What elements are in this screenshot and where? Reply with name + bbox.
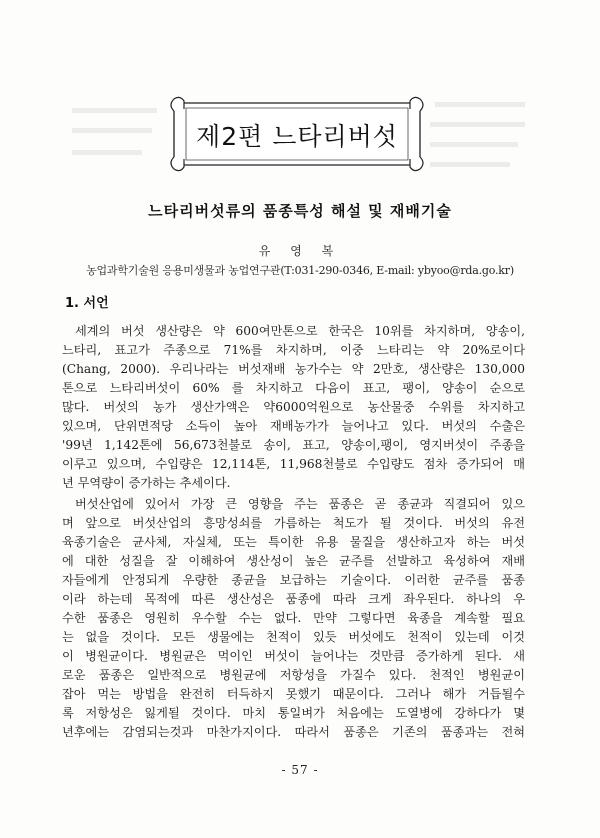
body-line: 며 앞으로 버섯산업의 흥망성쇠를 가름하는 척도가 될 것이다. 버섯의 유전 bbox=[62, 516, 525, 530]
body-line: 에 대한 성질을 잘 이해하여 생산성이 높은 균주를 선발하고 육성하여 재배 bbox=[62, 554, 525, 568]
body-line: 이 병원균이다. 병원균은 먹이인 버섯이 늘어나는 것만큼 증가하게 된다. 새 bbox=[62, 649, 525, 663]
body-line: 이루고 있으며, 수입량은 12,114톤, 11,968천불로 수입량도 점차 증가되어 매 bbox=[62, 457, 525, 471]
body-line: (Chang, 2000). 우리나라는 버섯재배 농가수는 약 2만호, 생산량은 130,000 bbox=[62, 362, 525, 376]
bleed-through-mark bbox=[72, 128, 152, 133]
body-line: 버섯산업에 있어서 가장 큰 영향을 주는 품종은 곧 종균과 직결되어 있으 bbox=[75, 497, 525, 511]
body-line: 록 저항성은 잃게될 것이다. 마치 통일벼가 처음에는 도열병에 강하다가 몇 bbox=[62, 706, 525, 720]
bleed-through-mark bbox=[430, 122, 525, 127]
bleed-through-mark bbox=[72, 150, 142, 155]
body-line: 있으며, 단위면적당 소득이 높아 재배농가가 늘어나고 있다. 버섯의 수출은 bbox=[62, 419, 525, 433]
bleed-through-mark bbox=[430, 162, 510, 167]
body-line: 자들에게 안정되게 우량한 종균을 보급하는 기술이다. 이러한 균주를 품종 bbox=[62, 573, 525, 587]
author-affiliation: 농업과학기술원 응용미생물과 농업연구관(T:031-290-0346, E-mail: ybyoo@rda.go.kr) bbox=[86, 264, 514, 277]
body-line: 수한 품종은 영원히 우수할 수는 없다. 만약 그렇다면 육종을 계속할 필요 bbox=[62, 611, 525, 625]
bleed-through-mark bbox=[435, 102, 525, 107]
body-line: 로운 품종은 일반적으로 병원균에 저항성을 가질수 있다. 천적인 병원균이 bbox=[62, 668, 525, 682]
part-title: 제2편 느타리버섯 bbox=[196, 122, 398, 151]
page-number: - 57 - bbox=[281, 763, 319, 777]
body-line: 년 무역량이 증가하는 추세이다. bbox=[62, 476, 231, 490]
document-title: 느타리버섯류의 품종특성 해설 및 재배기술 bbox=[148, 202, 452, 220]
body-line: '99년 1,142톤에 56,673천불로 송이, 표고, 양송이,팽이, 영지버섯이 주종을 bbox=[62, 438, 525, 452]
body-line: 톤으로 느타리버섯이 60% 를 차지하고 다음이 표고, 팽이, 양송이 순으로 bbox=[62, 381, 525, 395]
author-name: 유 영 복 bbox=[258, 244, 342, 258]
section-heading: 1. 서언 bbox=[65, 296, 109, 311]
body-line: 느타리, 표고가 주종으로 71%를 차지하며, 이중 느타리는 약 20%로이다 bbox=[62, 343, 525, 357]
body-line: 잡아 먹는 방법을 완전히 터득하지 못했기 때문이다. 그러나 해가 거듭될수 bbox=[62, 687, 525, 701]
body-line: 세계의 버섯 생산량은 약 600여만톤으로 한국은 10위를 차지하며, 양송이, bbox=[75, 324, 525, 338]
body-line: 년후에는 감염되는것과 마찬가지이다. 따라서 품종은 기존의 품종과는 전혀 bbox=[62, 725, 525, 739]
body-line: 는 없을 것이다. 모든 생물에는 천적이 있듯 버섯에도 천적이 있는데 이것 bbox=[62, 630, 525, 644]
body-line: 육종기술은 균사체, 자실체, 또는 특이한 유용 물질을 생산하고자 하는 버섯 bbox=[62, 535, 525, 549]
body-line: 많다. 버섯의 농가 생산가액은 약6000억원으로 농산물중 수위를 차지하고 bbox=[62, 400, 525, 414]
body-line: 이라 하는데 목적에 따른 생산성은 품종에 따라 크게 좌우된다. 하나의 우 bbox=[62, 592, 525, 606]
bleed-through-mark bbox=[72, 108, 157, 113]
part-title-banner bbox=[168, 95, 426, 173]
bleed-through-mark bbox=[430, 142, 518, 147]
